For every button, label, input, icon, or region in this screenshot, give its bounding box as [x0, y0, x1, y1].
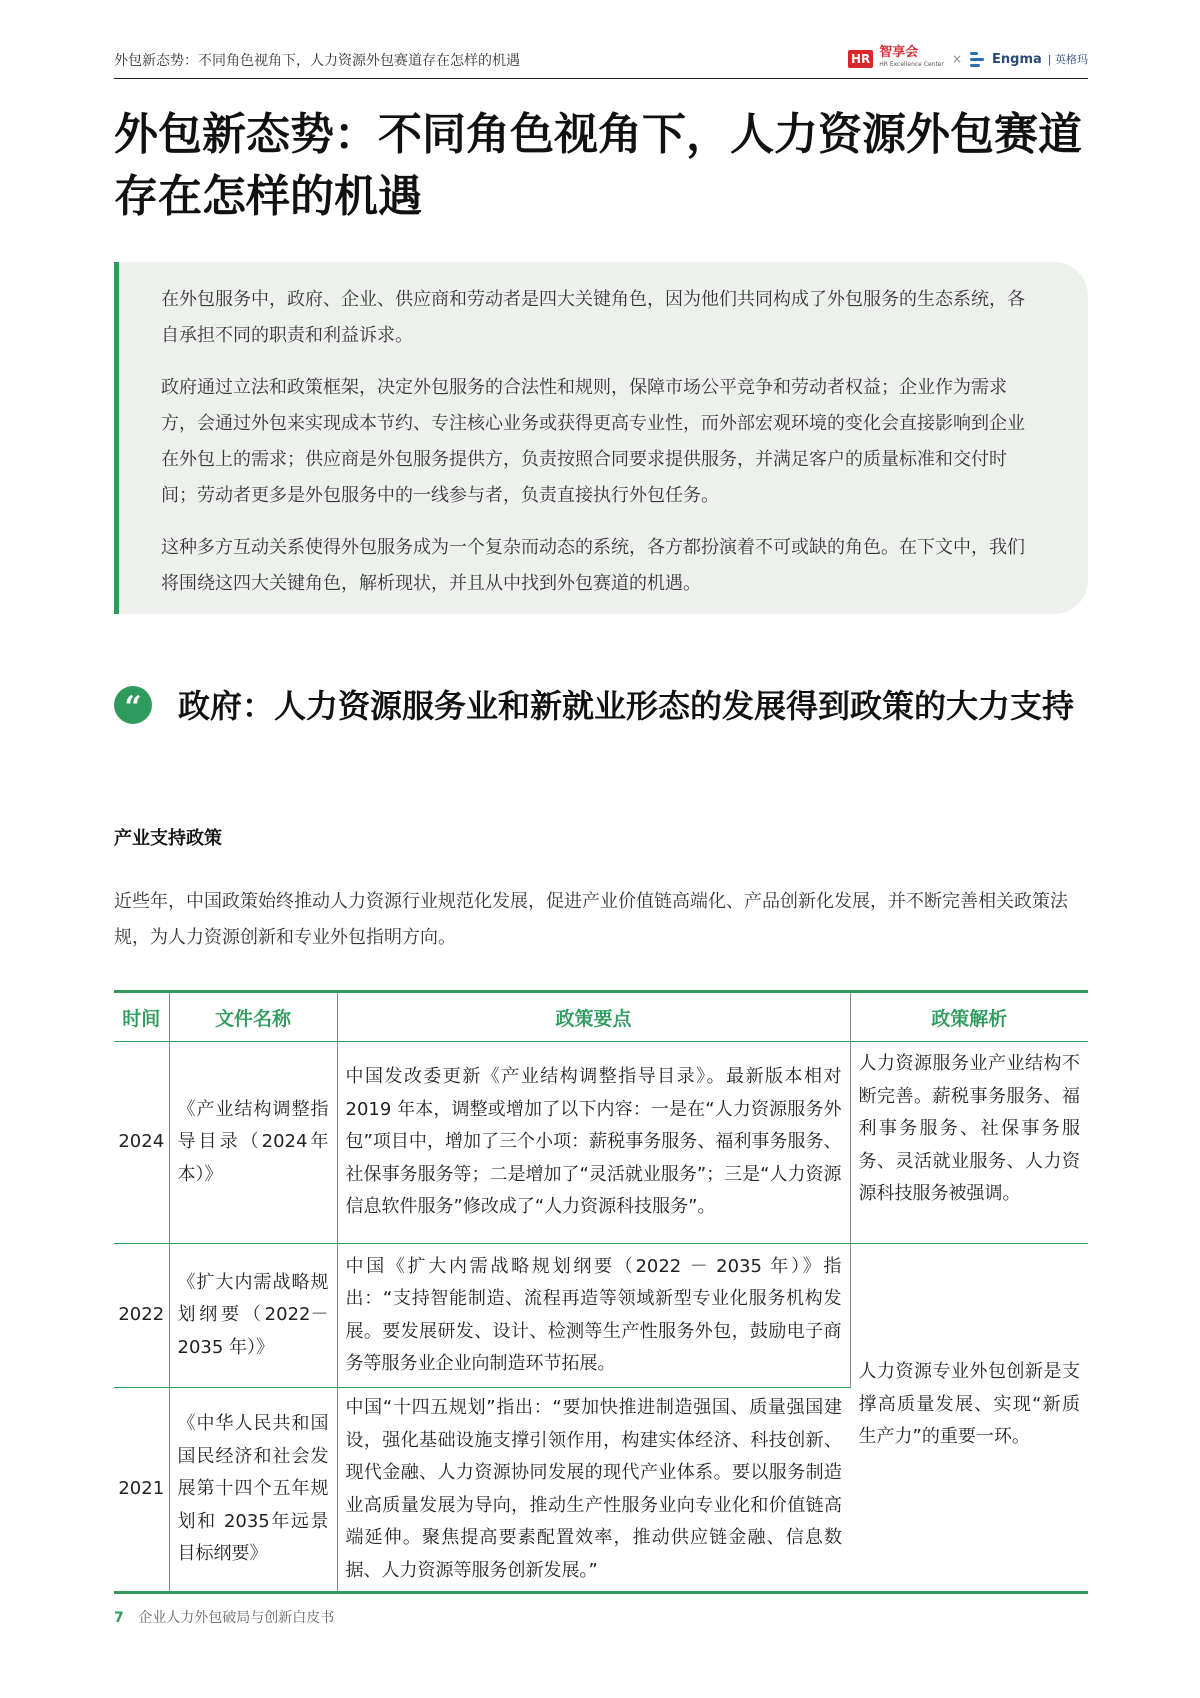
- row-doc: 《扩大内需战略规划纲要（2022－2035 年）》: [169, 1244, 337, 1388]
- row-points: 中国《扩大内需战略规划纲要（2022 － 2035 年）》指出：“支持智能制造、流程再造等领域新型专业化服务机构发展。要发展研发、设计、检测等生产性服务外包，鼓励电子商务等服务业企业向制造环节拓展。: [337, 1244, 850, 1388]
- engma-logo-cn: | 英格玛: [1047, 53, 1088, 66]
- row-year: 2022: [114, 1244, 169, 1388]
- header-analysis: 政策解析: [850, 992, 1088, 1042]
- running-header-title: 外包新态势：不同角色视角下，人力资源外包赛道存在怎样的机遇: [114, 53, 520, 69]
- header-doc: 文件名称: [169, 992, 337, 1042]
- table-row: [114, 1244, 1088, 1388]
- intro-paragraph-2: 政府通过立法和政策框架，决定外包服务的合法性和规则，保障市场公平竞争和劳动者权益；企业作为需求方，会通过外包来实现成本节约、专注核心业务或获得更高专业性，而外部宏观环境的变化会直接影响到企业在外包上的需求；供应商是外包服务提供方，负责按照合同要求提供服务，并满足客户的质量标准和交付时间；劳动者更多是外包服务中的一线参与者，负责直接执行外包任务。: [161, 377, 1025, 506]
- header-points: 政策要点: [337, 992, 850, 1042]
- policy-table: [114, 990, 1088, 1594]
- engma-logo-icon: [970, 50, 986, 68]
- logo-separator: ×: [951, 52, 963, 66]
- subsection-paragraph: 近些年，中国政策始终推动人力资源行业规范化发展，促进产业价值链高端化、产品创新化发展，并不断完善相关政策法规，为人力资源创新和专业外包指明方向。: [114, 891, 1068, 948]
- section-title: 政府：人力资源服务业和新就业形态的发展得到政策的大力支持: [178, 687, 1075, 725]
- hr-logo-mark: HR: [848, 50, 873, 68]
- intro-paragraph-3: 这种多方互动关系使得外包服务成为一个复杂而动态的系统，各方都扮演着不可或缺的角色。在下文中，我们将围绕这四大关键角色，解析现状，并且从中找到外包赛道的机遇。: [161, 537, 1025, 594]
- row-points: 中国发改委更新《产业结构调整指导目录》。最新版本相对 2019 年本，调整或增加了以下内容：一是在“人力资源服务外包”项目中，增加了三个小项：薪税事务服务、福利事务服务、社保事务服务等；二是增加了“灵活就业服务”；三是“人力资源信息软件服务”修改成了“人力资源科技服务”。: [337, 1042, 850, 1244]
- hr-logo-text: [879, 47, 944, 71]
- header-time: 时间: [114, 992, 169, 1042]
- hr-logo-sub: HR Excellence Center: [879, 61, 944, 68]
- row-analysis: 人力资源服务业产业结构不断完善。薪税事务服务、福利事务服务、社保事务服务、灵活就业服务、人力资源科技服务被强调。: [850, 1042, 1088, 1244]
- table-header-row: [114, 992, 1088, 1042]
- footer-doc-title: 企业人力外包破局与创新白皮书: [138, 1610, 335, 1626]
- page-title: [114, 104, 1094, 228]
- row-year: 2021: [114, 1388, 169, 1593]
- page-footer: [114, 1607, 334, 1627]
- page-number: 7: [114, 1610, 124, 1626]
- merged-analysis: 人力资源专业外包创新是支撑高质量发展、实现“新质生产力”的重要一环。: [850, 1244, 1088, 1593]
- engma-logo-text: Engma: [992, 51, 1042, 67]
- page-title-line-2: 存在怎样的机遇: [114, 171, 422, 222]
- row-doc: 《产业结构调整指导目录（2024年本）》: [169, 1042, 337, 1244]
- table-row: [114, 1042, 1088, 1244]
- running-header: [114, 46, 1088, 79]
- row-year: 2024: [114, 1042, 169, 1244]
- subsection-title: 产业支持政策: [114, 828, 222, 849]
- partner-logos: [848, 46, 1088, 72]
- row-doc: 《中华人民共和国国民经济和社会发展第十四个五年规划和 2035年远景目标纲要》: [169, 1388, 337, 1593]
- intro-paragraph-1: 在外包服务中，政府、企业、供应商和劳动者是四大关键角色，因为他们共同构成了外包服务的生态系统，各自承担不同的职责和利益诉求。: [161, 289, 1025, 346]
- quote-icon: “: [114, 686, 152, 724]
- row-points: 中国“十四五规划”指出：“要加快推进制造强国、质量强国建设，强化基础设施支撑引领作用，构建实体经济、科技创新、现代金融、人力资源协同发展的现代产业体系。要以服务制造业高质量发展为导向，推动生产性服务业向专业化和价值链高端延伸。聚焦提高要素配置效率，推动供应链金融、信息数据、人力资源等服务创新发展。”: [337, 1388, 850, 1593]
- hr-logo-name: 智享会: [879, 45, 919, 60]
- intro-box: [114, 262, 1088, 614]
- page-title-line-1: 外包新态势：不同角色视角下，人力资源外包赛道: [114, 109, 1082, 160]
